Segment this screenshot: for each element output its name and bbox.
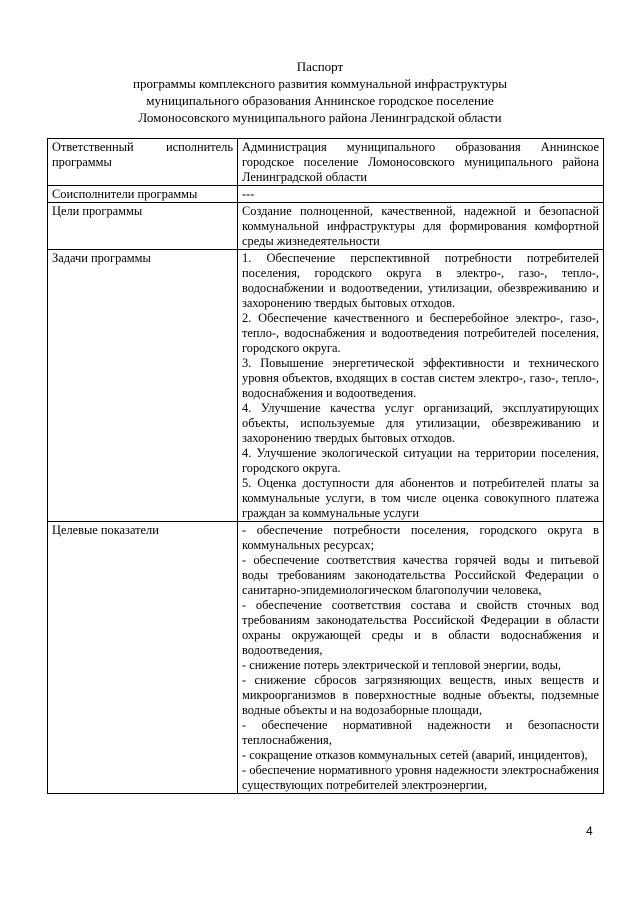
table-row: [48, 250, 604, 522]
page-number: 4: [586, 824, 593, 838]
row-value: ---: [238, 186, 604, 203]
list-item: - снижение потерь электрической и тепловой энергии, воды,: [242, 658, 561, 672]
row-value: Администрация муниципального образования Аннинское городское поселение Ломоносовского муниципального района Ленинградской области: [238, 139, 604, 186]
list-item: - обеспечение соответствия качества горячей воды и питьевой воды требованиям законодательства Российской Федерации о санитарно-эпидемиологическом благополучии человека,: [242, 553, 599, 597]
row-label: Соисполнители программы: [48, 186, 238, 203]
list-item: - обеспечение нормативной надежности и безопасности теплоснабжения,: [242, 718, 599, 747]
list-item: - обеспечение нормативного уровня надежности электроснабжения существующих потребителей электроэнергии,: [242, 763, 599, 792]
document-title: [0, 58, 640, 126]
row-label: Задачи программы: [48, 250, 238, 522]
row-label: Цели программы: [48, 203, 238, 250]
row-label: [48, 139, 238, 186]
list-item: 2. Обеспечение качественного и бесперебойное электро-, газо-, тепло-, водоснабжения и водоотведения потребителей поселения, городского округа.: [242, 311, 599, 355]
title-line: программы комплексного развития коммунальной инфраструктуры: [133, 76, 507, 91]
row-value: [238, 522, 604, 794]
list-item: - сокращение отказов коммунальных сетей (аварий, инцидентов),: [242, 748, 588, 762]
list-item: - снижение сбросов загрязняющих веществ, иных веществ и микроорганизмов в поверхностные водные объекты, подземные водные объекты и на водозаборные площади,: [242, 673, 599, 717]
row-label: Целевые показатели: [48, 522, 238, 794]
table-row: [48, 186, 604, 203]
table-row: [48, 203, 604, 250]
label-line: программы: [52, 155, 112, 169]
list-item: 1. Обеспечение перспективной потребности потребителей поселения, городского округа в электро-, газо-, тепло-, водоснабжении и водоотведении, утилизации, обезвреживанию и захоронению твердых бытовых отходов.: [242, 251, 599, 310]
row-value: [238, 250, 604, 522]
list-item: - обеспечение соответствия состава и свойств сточных вод требованиям законодательства Российской Федерации в области охраны окружающей среды и в области водоснабжения и водоотведения,: [242, 598, 599, 657]
title-line: Ломоносовского муниципального района Ленинградской области: [138, 110, 502, 125]
passport-table: [47, 138, 604, 794]
list-item: - обеспечение потребности поселения, городского округа в коммунальных ресурсах;: [242, 523, 599, 552]
list-item: 4. Улучшение экологической ситуации на территории поселения, городского округа.: [242, 446, 599, 475]
list-item: 5. Оценка доступности для абонентов и потребителей платы за коммунальные услуги, в том числе оценка совокупного платежа граждан за коммунальные услуги: [242, 476, 599, 520]
label-line: Ответственный исполнитель: [52, 140, 233, 154]
table-row: [48, 139, 604, 186]
title-line: Паспорт: [296, 59, 344, 74]
table-row: [48, 522, 604, 794]
title-line: муниципального образования Аннинское городское поселение: [146, 93, 494, 108]
list-item: 3. Повышение энергетической эффективности и технического уровня объектов, входящих в состав систем электро-, газо-, тепло-, водоснабжения и водоотведения.: [242, 356, 599, 400]
list-item: 4. Улучшение качества услуг организаций, эксплуатирующих объекты, используемые для утилизации, обезвреживанию и захоронению твердых бытовых отходов.: [242, 401, 599, 445]
row-value: Создание полноценной, качественной, надежной и безопасной коммунальной инфраструктуры для формирования комфортной среды жизнедеятельности: [238, 203, 604, 250]
